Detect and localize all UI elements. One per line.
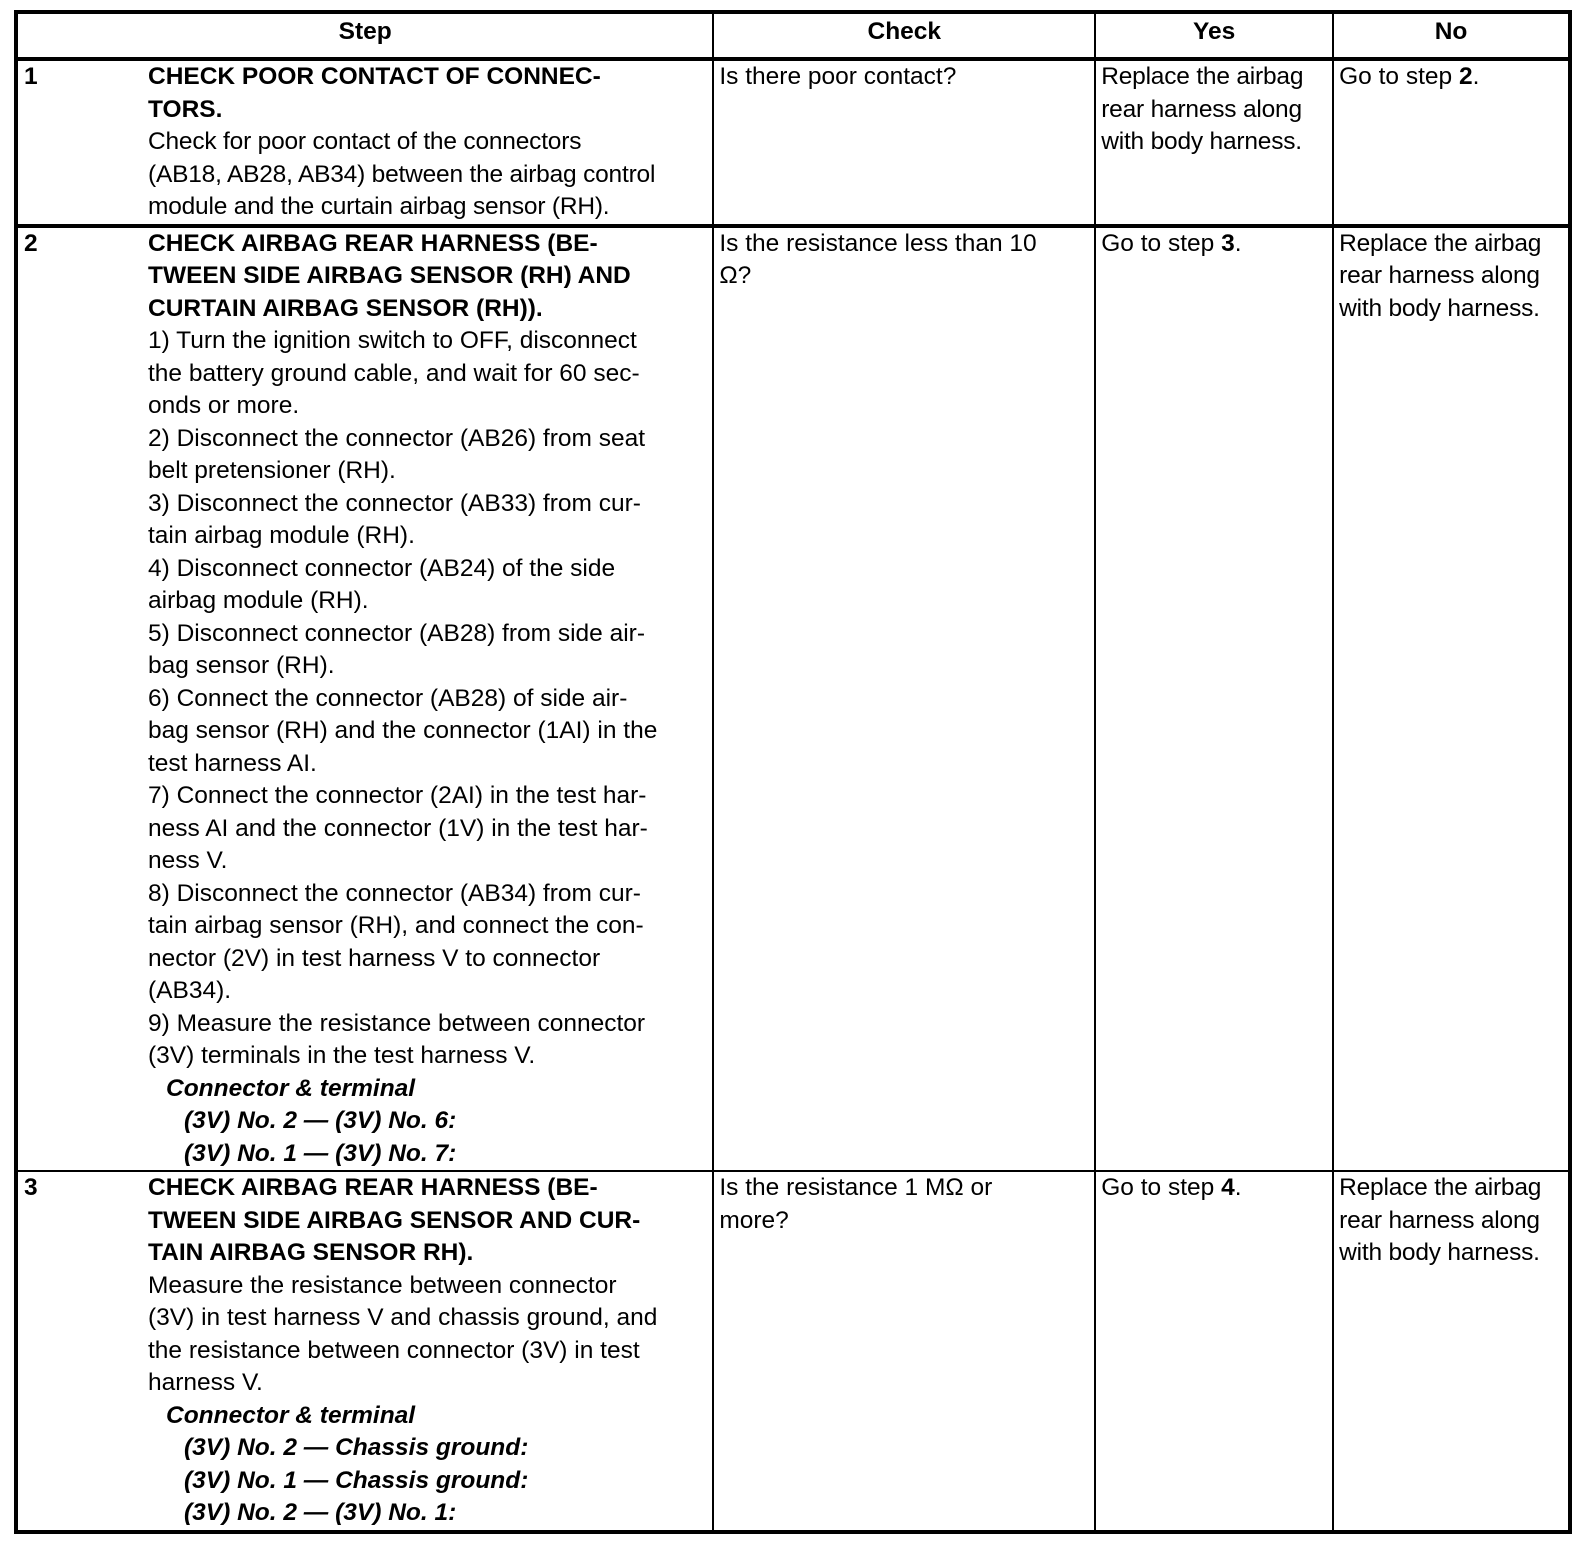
header-row (16, 12, 1570, 59)
step-body: 1) Turn the ignition switch to OFF, disconnect the battery ground cable, and wait for 60 sec- onds or more. 2) Disconnect the connector (AB26) from seat belt pretensioner (RH). 3) Disconnect the connector (AB33) from cur- tain airbag module (RH). 4) Disconnect connector (AB24) of the side airbag module (RH). 5) Disconnect connector (AB28) from side air- bag sensor (RH). 6) Connect the connector (AB28) of side air- bag sensor (RH) and the connector (1AI) in the test harness AI. 7) Connect the connector (2AI) in the test har- ness AI and the connector (1V) in the test har- ness V. 8) Disconnect the connector (AB34) from cur- tain airbag sensor (RH), and connect the con- nector (2V) in test harness V to connector (AB34). 9) Measure the resistance between connector (3V) terminals in the test harness V. (148, 327, 658, 1069)
header-step: Step (16, 12, 713, 59)
step-cell (16, 1171, 713, 1532)
no-cell: Replace the airbag rear harness along with body harness. (1333, 1171, 1570, 1532)
yes-cell: Go to step 4. (1095, 1171, 1333, 1532)
step-link: 3 (1221, 229, 1235, 257)
check-cell: Is the resistance less than 10 Ω? (713, 226, 1095, 1172)
check-cell: Is there poor contact? (713, 59, 1095, 226)
diagnostic-table (14, 10, 1572, 1534)
terminal-spec: (3V) No. 2 — Chassis ground: (184, 1434, 529, 1461)
step-number: 3 (24, 1174, 38, 1201)
terminal-spec: (3V) No. 1 — (3V) No. 7: (184, 1139, 457, 1167)
terminal-spec: (3V) No. 2 — (3V) No. 6: (184, 1107, 457, 1134)
step-title: CHECK POOR CONTACT OF CONNEC- TORS. (148, 63, 601, 123)
step-cell (16, 226, 713, 1172)
step-body: Measure the resistance between connector (3V) in test harness V and chassis ground, and the resistance between connector (3V) in test harness V. (148, 1271, 658, 1396)
table-row (16, 1171, 1570, 1532)
connector-terminal-label: Connector & terminal (166, 1074, 416, 1102)
table-row (16, 226, 1570, 1172)
step-title: CHECK AIRBAG REAR HARNESS (BE- TWEEN SIDE AIRBAG SENSOR (RH) AND CURTAIN AIRBAG SENSOR (RH)). (148, 229, 631, 322)
step-link: 2 (1458, 63, 1473, 90)
step-body: Check for poor contact of the connectors (AB18, AB28, AB34) between the airbag control module and the curtain airbag sensor (RH). (148, 128, 656, 220)
header-yes: Yes (1095, 12, 1333, 59)
step-cell (16, 59, 713, 226)
header-check: Check (713, 12, 1095, 59)
terminal-spec: (3V) No. 2 — (3V) No. 1: (184, 1499, 457, 1526)
no-cell: Replace the airbag rear harness along with body harness. (1333, 226, 1570, 1172)
step-number: 2 (24, 229, 38, 257)
yes-cell: Replace the airbag rear harness along with body harness. (1095, 59, 1333, 226)
check-cell: Is the resistance 1 MΩ or more? (713, 1171, 1095, 1532)
step-number: 1 (24, 63, 38, 90)
yes-cell: Go to step 3. (1095, 226, 1333, 1172)
table-row (16, 59, 1570, 226)
step-title: CHECK AIRBAG REAR HARNESS (BE- TWEEN SIDE AIRBAG SENSOR AND CUR- TAIN AIRBAG SENSOR RH). (148, 1174, 641, 1266)
step-link: 4 (1221, 1174, 1235, 1201)
connector-terminal-label: Connector & terminal (166, 1401, 416, 1429)
no-cell: Go to step 2. (1333, 59, 1570, 226)
header-no: No (1333, 12, 1570, 59)
terminal-spec: (3V) No. 1 — Chassis ground: (184, 1466, 529, 1494)
